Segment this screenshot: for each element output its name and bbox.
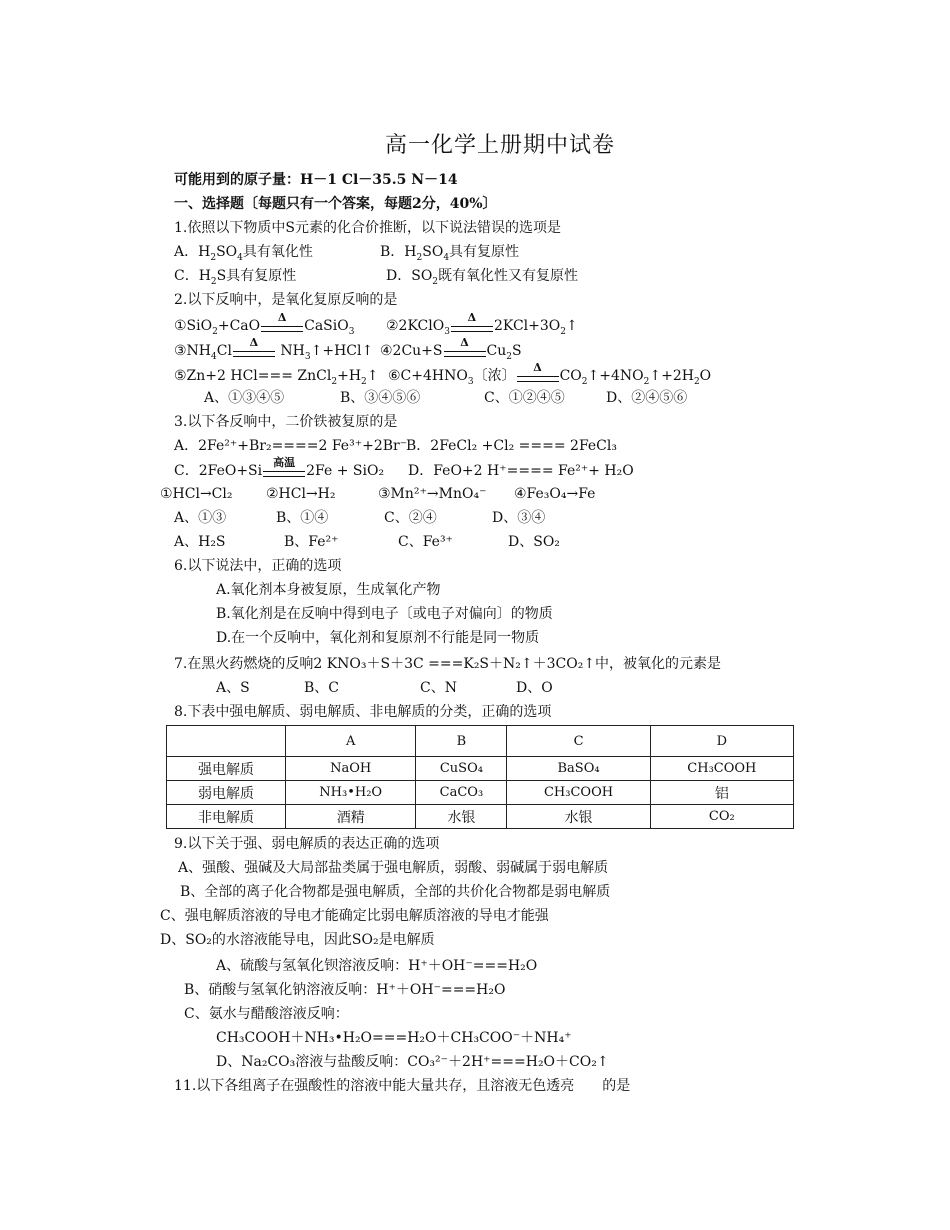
reaction-1: ①SiO$_2$+CaO Δ CaSiO$_3$ xyxy=(174,311,355,337)
question-4-item-1: ①HCl→Cl₂ xyxy=(160,486,233,502)
question-3-option-a: A．2Fe²⁺+Br₂====2 Fe³⁺+2Br⁻ xyxy=(174,438,408,454)
table-header-cell: D xyxy=(650,726,793,757)
question-6-stem: 6.以下说法中，正确的选项 xyxy=(174,558,342,574)
heat-condition: Δ xyxy=(261,316,303,336)
question-7-option-d: D、O xyxy=(516,680,553,696)
table-header-cell: B xyxy=(416,726,507,757)
question-7-option-c: C、N xyxy=(420,680,457,696)
question-7-option-b: B、C xyxy=(304,680,339,696)
question-4-item-4: ④Fe₃O₄→Fe xyxy=(514,486,596,502)
heat-condition: Δ xyxy=(444,341,486,361)
table-cell: 水银 xyxy=(416,805,507,829)
question-3-option-b: B．2FeCl₂ +Cl₂ ==== 2FeCl₃ xyxy=(406,438,617,454)
question-9-option-a: A、强酸、强碱及大局部盐类属于强电解质，弱酸、弱碱属于弱电解质 xyxy=(178,860,609,876)
table-cell: BaSO₄ xyxy=(507,757,650,781)
question-2-option-b: B、③④⑤⑥ xyxy=(340,390,421,406)
question-9-option-c: C、强电解质溶液的导电才能确定比弱电解质溶液的导电才能强 xyxy=(160,908,549,924)
table-cell: 弱电解质 xyxy=(167,781,286,805)
reaction-4: ④2Cu+S Δ $Cu_2S$ xyxy=(380,336,522,362)
page-title: 高一化学上册期中试卷 xyxy=(384,133,615,158)
table-cell xyxy=(167,726,286,757)
question-2-stem: 2.以下反响中，是氧化复原反响的是 xyxy=(174,292,398,308)
question-4-option-c: C、②④ xyxy=(384,510,437,526)
question-9-option-b: B、全部的离子化合物都是强电解质，全部的共价化合物都是弱电解质 xyxy=(180,884,611,900)
table-cell: 非电解质 xyxy=(167,805,286,829)
question-2-option-a: A、①③④⑤ xyxy=(204,390,285,406)
question-2-option-c: C、①②④⑤ xyxy=(484,390,565,406)
table-row xyxy=(167,805,794,829)
table-cell: CO₂ xyxy=(650,805,793,829)
question-10-option-d: D、Na₂CO₃溶液与盐酸反响：CO₃²⁻＋2H⁺===H₂O＋CO₂↑ xyxy=(216,1054,609,1070)
table-cell: 酒精 xyxy=(286,805,416,829)
question-9-stem: 9.以下关于强、弱电解质的表达正确的选项 xyxy=(174,836,440,852)
question-1-stem: 1.依照以下物质中S元素的化合价推断，以下说法错误的选项是 xyxy=(174,220,561,236)
question-1-option-b: B．$H_2SO_4$具有复原性 xyxy=(380,244,520,263)
table-cell: NaOH xyxy=(286,757,416,781)
table-row xyxy=(167,781,794,805)
question-6-option-a: A.氧化剂本身被复原，生成氧化产物 xyxy=(216,582,441,598)
question-2-option-d: D、②④⑤⑥ xyxy=(606,390,688,406)
high-temp-condition: 高温 xyxy=(263,461,305,481)
table-cell: 水银 xyxy=(507,805,650,829)
question-10-option-c-equation: CH₃COOH＋NH₃•H₂O===H₂O＋CH₃COO⁻＋NH₄⁺ xyxy=(216,1030,572,1046)
question-6-option-d: D.在一个反响中，氧化剂和复原剂不行能是同一物质 xyxy=(216,630,540,646)
question-7-option-a: A、S xyxy=(216,680,250,696)
atomic-mass-note: 可能用到的原子量：H－1 Cl－35.5 N－14 xyxy=(174,172,458,188)
question-10-option-c: C、氨水与醋酸溶液反响： xyxy=(184,1006,349,1022)
question-9-option-d: D、SO₂的水溶液能导电，因此SO₂是电解质 xyxy=(160,932,435,948)
table-header-cell: C xyxy=(507,726,650,757)
table-header-row xyxy=(167,726,794,757)
question-8-stem: 8.下表中强电解质、弱电解质、非电解质的分类，正确的选项 xyxy=(174,704,552,720)
question-1-option-d: D．$SO_2$既有氧化性又有复原性 xyxy=(386,268,579,287)
section-heading: 一、选择题〔每题只有一个答案，每题2分，40%〕 xyxy=(174,196,497,212)
question-10-option-b: B、硝酸与氢氧化钠溶液反响：H⁺＋OH⁻===H₂O xyxy=(184,982,506,998)
heat-condition: Δ xyxy=(451,316,493,336)
heat-condition: Δ xyxy=(517,366,559,386)
question-4-option-d: D、③④ xyxy=(492,510,546,526)
question-4-option-a: A、①③ xyxy=(174,510,227,526)
reaction-3: $③NH_4Cl$ Δ $NH_3↑+HCl↑$ xyxy=(174,336,374,362)
heat-condition: Δ xyxy=(233,341,275,361)
question-5-option-d: D、SO₂ xyxy=(508,534,560,550)
question-3-option-d: D．FeO+2 H⁺==== Fe²⁺+ H₂O xyxy=(408,463,634,479)
table-cell: CH₃COOH xyxy=(650,757,793,781)
table-header-cell: A xyxy=(286,726,416,757)
table-cell: NH₃•H₂O xyxy=(286,781,416,805)
table-row xyxy=(167,757,794,781)
table-cell: 铝 xyxy=(650,781,793,805)
reaction-6: $⑥C+4HNO_3$〔浓〕 Δ $CO_2↑+4NO_2↑+2H_2O$ xyxy=(388,361,712,387)
question-1-option-c: C．$H_2S$具有复原性 xyxy=(174,268,297,287)
table-cell: 强电解质 xyxy=(167,757,286,781)
reaction-5: ⑤Zn+2 $HCl=== ZnCl_2+H_2↑$ xyxy=(174,368,379,387)
question-3-stem: 3.以下各反响中，二价铁被复原的是 xyxy=(174,414,398,430)
question-5-option-b: B、Fe²⁺ xyxy=(284,534,339,550)
question-4-item-2: ②HCl→H₂ xyxy=(266,486,336,502)
question-7-stem: 7.在黑火药燃烧的反响2 KNO₃＋S＋3C ===K₂S＋N₂↑＋3CO₂↑中，被氧化的元素是 xyxy=(174,656,722,672)
question-5-option-a: A、H₂S xyxy=(174,534,226,550)
question-11-stem: 11.以下各组离子在强酸性的溶液中能大量共存，且溶液无色透亮 的是 xyxy=(174,1078,631,1094)
question-1-option-a: A．$H_2SO_4$具有氧化性 xyxy=(174,244,313,263)
question-6-option-b: B.氧化剂是在反响中得到电子〔或电子对偏向〕的物质 xyxy=(216,606,553,622)
table-cell: CaCO₃ xyxy=(416,781,507,805)
reaction-2: ②2KClO$_3$ Δ $2KCl+3O_2↑$ xyxy=(386,311,578,337)
question-4-option-b: B、①④ xyxy=(276,510,329,526)
question-10-option-a: A、硫酸与氢氧化钡溶液反响：H⁺＋OH⁻===H₂O xyxy=(216,958,538,974)
question-4-item-3: ③Mn²⁺→MnO₄⁻ xyxy=(378,486,487,502)
question-3-option-c: C．2FeO+Si 高温 2Fe + SiO₂ xyxy=(174,456,385,479)
electrolyte-table xyxy=(166,725,794,829)
question-5-option-c: C、Fe³⁺ xyxy=(398,534,453,550)
table-cell: CH₃COOH xyxy=(507,781,650,805)
table-cell: CuSO₄ xyxy=(416,757,507,781)
